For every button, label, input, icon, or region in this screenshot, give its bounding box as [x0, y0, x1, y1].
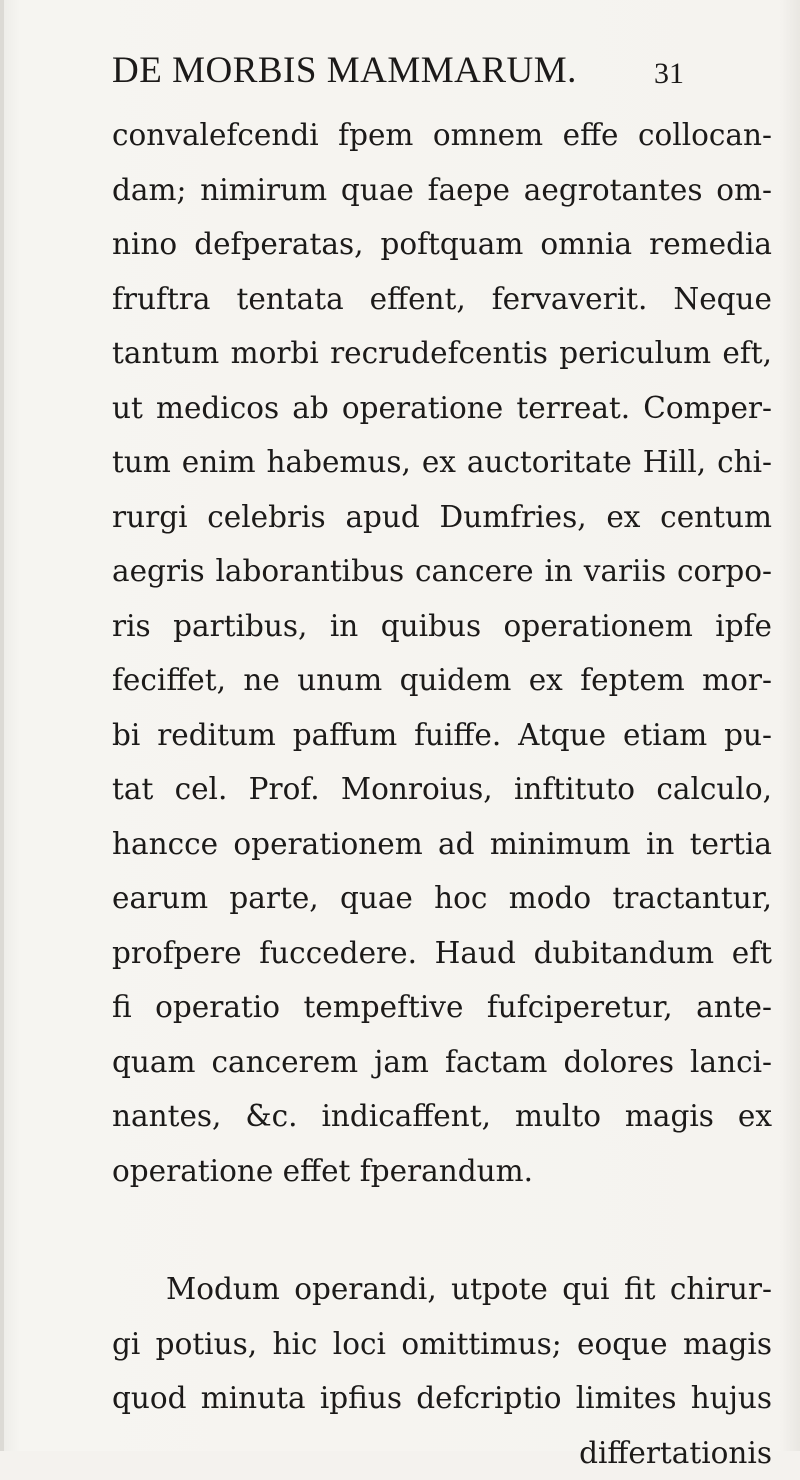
catchword: differtationis	[112, 1426, 772, 1480]
text-line: tat cel. Prof. Monroius, inftituto calculo,	[112, 762, 772, 817]
text-line: gi potius, hic loci omittimus; eoque magis	[112, 1317, 772, 1372]
text-line: quod minuta ipfius defcriptio limites hujus	[112, 1371, 772, 1426]
text-line: ut medicos ab operatione terreat. Comper-	[112, 381, 772, 436]
text-line: Modum operandi, utpote qui fit chirur-	[112, 1262, 772, 1317]
paragraph-gap	[112, 1198, 772, 1262]
body-text	[112, 108, 772, 1480]
text-line: feciffet, ne unum quidem ex feptem mor-	[112, 653, 772, 708]
text-line: operatione effet fperandum.	[112, 1144, 772, 1199]
text-line: nantes, &c. indicaffent, multo magis ex	[112, 1089, 772, 1144]
text-line: rurgi celebris apud Dumfries, ex centum	[112, 490, 772, 545]
page-header	[112, 46, 712, 96]
text-line: dam; nimirum quae faepe aegrotantes om-	[112, 163, 772, 218]
text-line: earum parte, quae hoc modo tractantur,	[112, 871, 772, 926]
page-edge-shadow	[0, 0, 4, 1451]
text-line: quam cancerem jam factam dolores lanci-	[112, 1035, 772, 1090]
text-line: aegris laborantibus cancere in variis corpo-	[112, 544, 772, 599]
text-line: profpere fuccedere. Haud dubitandum eft	[112, 926, 772, 981]
paragraph-1	[112, 108, 772, 1198]
text-line: ris partibus, in quibus operationem ipfe	[112, 599, 772, 654]
text-line: nino defperatas, poftquam omnia remedia	[112, 217, 772, 272]
text-line: fruftra tentata effent, fervaverit. Neque	[112, 272, 772, 327]
running-head: DE MORBIS MAMMARUM.	[112, 46, 577, 96]
text-line: fi operatio tempeftive fufciperetur, ante-	[112, 980, 772, 1035]
text-line: hancce operationem ad minimum in tertia	[112, 817, 772, 872]
paragraph-2	[112, 1262, 772, 1480]
text-line: tum enim habemus, ex auctoritate Hill, chi-	[112, 435, 772, 490]
page-number: 31	[654, 46, 684, 102]
text-line: tantum morbi recrudefcentis periculum eft,	[112, 326, 772, 381]
text-line: bi reditum paffum fuiffe. Atque etiam pu-	[112, 708, 772, 763]
text-line: convalefcendi fpem omnem effe collocan-	[112, 108, 772, 163]
